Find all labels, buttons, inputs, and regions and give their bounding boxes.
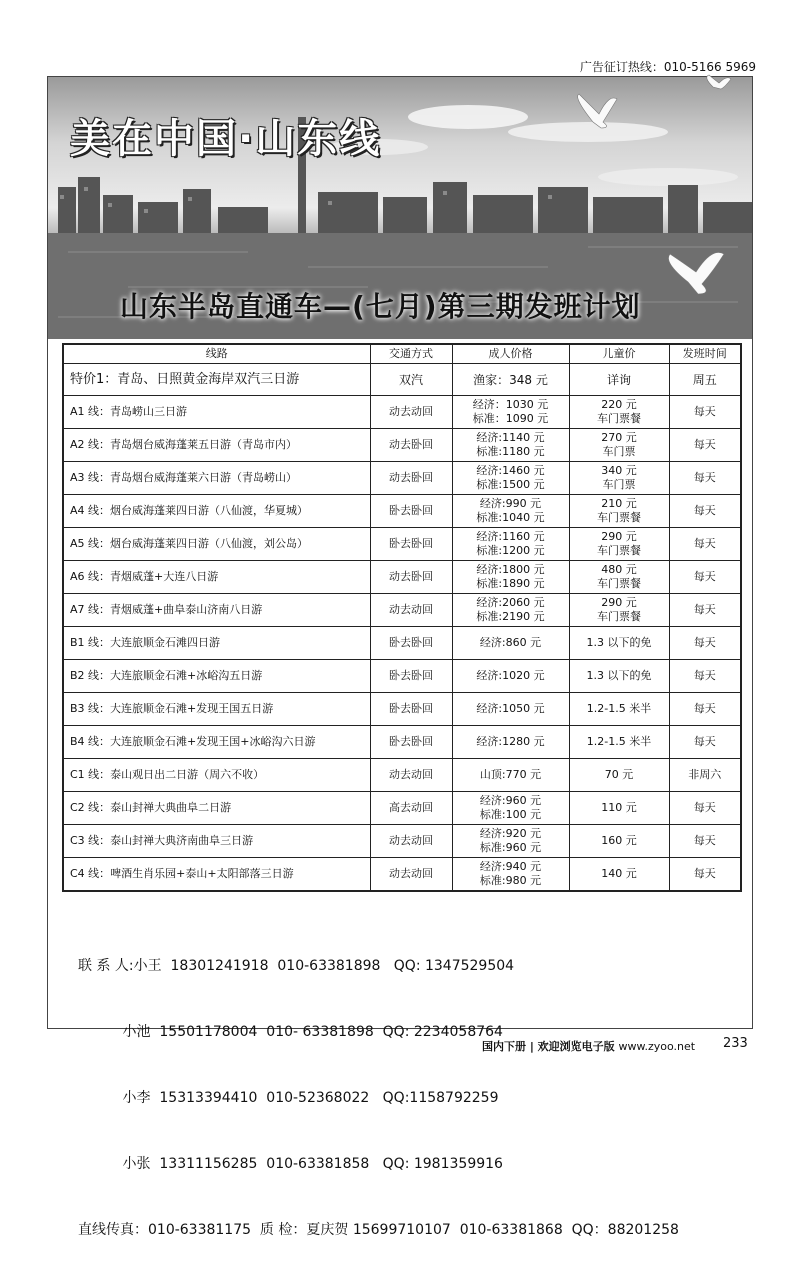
page-number: 233	[723, 1036, 748, 1051]
child-price-cell	[569, 429, 669, 462]
route-cell: A7 线：青烟威蓬+曲阜泰山济南八日游	[63, 594, 370, 627]
banner-title: 美在中国·山东线	[70, 116, 382, 162]
header-adult-price: 成人价格	[452, 344, 569, 364]
adult-price-cell	[452, 495, 569, 528]
table-row	[63, 561, 741, 594]
schedule-cell: 周五	[669, 364, 741, 396]
child-price-cell-line2: 车门票餐	[597, 412, 641, 425]
table-row	[63, 858, 741, 892]
route-cell: C1 线：泰山观日出二日游（周六不收）	[63, 759, 370, 792]
child-price-cell-line1: 160 元	[601, 834, 637, 847]
transport-cell: 动去动回	[370, 825, 452, 858]
schedule-cell: 每天	[669, 528, 741, 561]
transport-cell: 动去动回	[370, 594, 452, 627]
schedule-cell: 每天	[669, 627, 741, 660]
route-cell: B4 线：大连旅顺金石滩+发现王国+冰峪沟六日游	[63, 726, 370, 759]
child-price-cell	[569, 462, 669, 495]
adult-price-cell-line1: 经济:1800 元	[476, 563, 545, 576]
table-row-special	[63, 364, 741, 396]
adult-price-cell	[452, 858, 569, 892]
adult-price-cell	[452, 627, 569, 660]
schedule-cell: 每天	[669, 825, 741, 858]
schedule-table	[62, 343, 742, 892]
schedule-cell: 每天	[669, 660, 741, 693]
table-row	[63, 627, 741, 660]
adult-price-cell-line2: 标准:980 元	[479, 874, 542, 887]
schedule-cell: 每天	[669, 561, 741, 594]
table-row	[63, 594, 741, 627]
adult-price-cell-line1: 山顶:770 元	[479, 768, 542, 781]
transport-cell: 动去动回	[370, 396, 452, 429]
route-cell: C3 线：泰山封禅大典济南曲阜三日游	[63, 825, 370, 858]
table-row	[63, 462, 741, 495]
adult-price-cell-line1: 经济:1160 元	[476, 530, 545, 543]
child-price-cell-line1: 270 元	[601, 431, 637, 444]
adult-price-cell-line2: 标准:1500 元	[476, 478, 545, 491]
child-price-cell-line1: 1.3 以下的免	[586, 669, 652, 682]
table-row	[63, 528, 741, 561]
transport-cell: 卧去卧回	[370, 627, 452, 660]
transport-cell: 动去卧回	[370, 462, 452, 495]
contact-line: 小池 15501178004 010- 63381898 QQ: 2234058764	[78, 1024, 503, 1040]
transport-cell: 卧去卧回	[370, 495, 452, 528]
child-price-cell	[569, 495, 669, 528]
child-price-cell	[569, 792, 669, 825]
footer-text	[482, 1038, 695, 1054]
route-cell: A6 线：青烟威蓬+大连八日游	[63, 561, 370, 594]
child-price-cell-line1: 220 元	[601, 398, 637, 411]
child-price-cell-line1: 70 元	[604, 768, 634, 781]
table-row	[63, 759, 741, 792]
adult-price-cell-line1: 经济:990 元	[479, 497, 542, 510]
child-price-cell-line1: 290 元	[601, 596, 637, 609]
adult-price-cell	[452, 726, 569, 759]
child-price-cell-line1: 290 元	[601, 530, 637, 543]
child-price-cell-line2: 车门票餐	[597, 610, 641, 623]
schedule-cell: 每天	[669, 429, 741, 462]
schedule-cell: 每天	[669, 726, 741, 759]
transport-cell: 卧去卧回	[370, 528, 452, 561]
child-price-cell	[569, 693, 669, 726]
table-row	[63, 825, 741, 858]
child-price-cell-line1: 1.2-1.5 米半	[586, 702, 652, 715]
adult-price-cell: 渔家：348 元	[452, 364, 569, 396]
route-cell: A2 线：青岛烟台威海蓬莱五日游（青岛市内）	[63, 429, 370, 462]
adult-price-cell	[452, 594, 569, 627]
banner	[48, 77, 752, 339]
transport-cell: 动去卧回	[370, 561, 452, 594]
child-price-cell-line1: 340 元	[601, 464, 637, 477]
child-price-cell	[569, 858, 669, 892]
adult-price-cell	[452, 429, 569, 462]
schedule-cell: 每天	[669, 594, 741, 627]
table-row	[63, 495, 741, 528]
child-price-cell	[569, 396, 669, 429]
header-child-price: 儿童价	[569, 344, 669, 364]
child-price-cell-line2: 车门票餐	[597, 577, 641, 590]
adult-price-cell	[452, 396, 569, 429]
adult-price-cell-line1: 经济:1280 元	[476, 735, 545, 748]
adult-price-cell-line2: 标准:1890 元	[476, 577, 545, 590]
child-price-cell-line1: 210 元	[601, 497, 637, 510]
adult-price-cell	[452, 528, 569, 561]
ad-hotline: 广告征订热线：010-5166 5969	[579, 60, 756, 74]
adult-price-cell-line2: 标准:2190 元	[476, 610, 545, 623]
banner-subtitle: 山东半岛直通车—(七月)第三期发班计划	[120, 290, 641, 323]
route-cell: B2 线：大连旅顺金石滩+冰峪沟五日游	[63, 660, 370, 693]
adult-price-cell-line1: 经济:2060 元	[476, 596, 545, 609]
child-price-cell	[569, 726, 669, 759]
adult-price-cell-line1: 经济:860 元	[479, 636, 542, 649]
child-price-cell-line1: 1.2-1.5 米半	[586, 735, 652, 748]
adult-price-cell-line2: 标准：1090 元	[472, 412, 549, 425]
child-price-cell-line1: 1.3 以下的免	[586, 636, 652, 649]
adult-price-cell	[452, 660, 569, 693]
table-row	[63, 396, 741, 429]
child-price-cell	[569, 528, 669, 561]
transport-cell: 动去动回	[370, 759, 452, 792]
adult-price-cell	[452, 792, 569, 825]
route-cell: B3 线：大连旅顺金石滩+发现王国五日游	[63, 693, 370, 726]
adult-price-cell-line1: 经济:960 元	[479, 794, 542, 807]
transport-cell: 卧去卧回	[370, 726, 452, 759]
child-price-cell-line1: 140 元	[601, 867, 637, 880]
child-price-cell-line2: 车门票	[602, 445, 636, 458]
schedule-cell: 每天	[669, 792, 741, 825]
adult-price-cell-line1: 经济:1140 元	[476, 431, 545, 444]
route-cell: C2 线：泰山封禅大典曲阜二日游	[63, 792, 370, 825]
child-price-cell	[569, 561, 669, 594]
child-price-cell-line1: 110 元	[601, 801, 637, 814]
adult-price-cell-line1: 经济:920 元	[479, 827, 542, 840]
route-cell: A3 线：青岛烟台威海蓬莱六日游（青岛崂山）	[63, 462, 370, 495]
schedule-cell: 每天	[669, 396, 741, 429]
child-price-cell	[569, 825, 669, 858]
contact-line: 联 系 人:小王 18301241918 010-63381898 QQ: 1347529504	[78, 958, 515, 974]
route-cell: C4 线：啤酒生肖乐园+泰山+太阳部落三日游	[63, 858, 370, 892]
child-price-cell-line2: 车门票	[602, 478, 636, 491]
schedule-cell: 每天	[669, 858, 741, 892]
table-row	[63, 429, 741, 462]
route-cell: A5 线：烟台威海蓬莱四日游（八仙渡，刘公岛）	[63, 528, 370, 561]
adult-price-cell-line2: 标准:960 元	[479, 841, 542, 854]
child-price-cell: 详询	[569, 364, 669, 396]
child-price-cell	[569, 627, 669, 660]
contact-line: 小张 13311156285 010-63381858 QQ: 1981359916	[78, 1156, 503, 1172]
table-row	[63, 792, 741, 825]
adult-price-cell-line2: 标准:1180 元	[476, 445, 545, 458]
child-price-cell	[569, 594, 669, 627]
schedule-cell: 每天	[669, 462, 741, 495]
transport-cell: 卧去卧回	[370, 693, 452, 726]
header-route: 线路	[63, 344, 370, 364]
table-row	[63, 726, 741, 759]
adult-price-cell	[452, 693, 569, 726]
header-schedule: 发班时间	[669, 344, 741, 364]
child-price-cell	[569, 660, 669, 693]
child-price-cell-line2: 车门票餐	[597, 511, 641, 524]
adult-price-cell-line2: 标准:1040 元	[476, 511, 545, 524]
child-price-cell	[569, 759, 669, 792]
header-transport: 交通方式	[370, 344, 452, 364]
child-price-cell-line2: 车门票餐	[597, 544, 641, 557]
schedule-cell: 每天	[669, 693, 741, 726]
route-cell: B1 线：大连旅顺金石滩四日游	[63, 627, 370, 660]
transport-cell: 卧去卧回	[370, 660, 452, 693]
fax-line: 直线传真：010-63381175 质 检：夏庆贺 15699710107 010-63381868 QQ：88201258	[78, 1222, 679, 1238]
transport-cell: 动去卧回	[370, 429, 452, 462]
footer-url[interactable]: www.zyoo.net	[618, 1040, 696, 1053]
adult-price-cell-line1: 经济:1460 元	[476, 464, 545, 477]
route-cell: A1 线：青岛崂山三日游	[63, 396, 370, 429]
route-cell: A4 线：烟台威海蓬莱四日游（八仙渡，华夏城）	[63, 495, 370, 528]
adult-price-cell-line1: 经济:1020 元	[476, 669, 545, 682]
adult-price-cell	[452, 825, 569, 858]
transport-cell: 高去动回	[370, 792, 452, 825]
schedule-cell: 非周六	[669, 759, 741, 792]
child-price-cell-line1: 480 元	[601, 563, 637, 576]
route-cell: 特价1：青岛、日照黄金海岸双汽三日游	[63, 364, 370, 396]
adult-price-cell-line1: 经济:1050 元	[476, 702, 545, 715]
adult-price-cell-line1: 经济:940 元	[479, 860, 542, 873]
schedule-cell: 每天	[669, 495, 741, 528]
adult-price-cell	[452, 561, 569, 594]
adult-price-cell-line2: 标准:1200 元	[476, 544, 545, 557]
adult-price-cell	[452, 759, 569, 792]
table-row	[63, 660, 741, 693]
contact-line: 小李 15313394410 010-52368022 QQ:1158792259	[78, 1090, 499, 1106]
adult-price-cell-line1: 经济：1030 元	[472, 398, 549, 411]
transport-cell: 动去动回	[370, 858, 452, 892]
transport-cell: 双汽	[370, 364, 452, 396]
adult-price-cell	[452, 462, 569, 495]
adult-price-cell-line2: 标准:100 元	[479, 808, 542, 821]
footer-section: 国内下册 | 欢迎浏览电子版	[482, 1040, 615, 1053]
contact-info	[78, 911, 679, 1285]
table-header-row	[63, 344, 741, 364]
table-row	[63, 693, 741, 726]
